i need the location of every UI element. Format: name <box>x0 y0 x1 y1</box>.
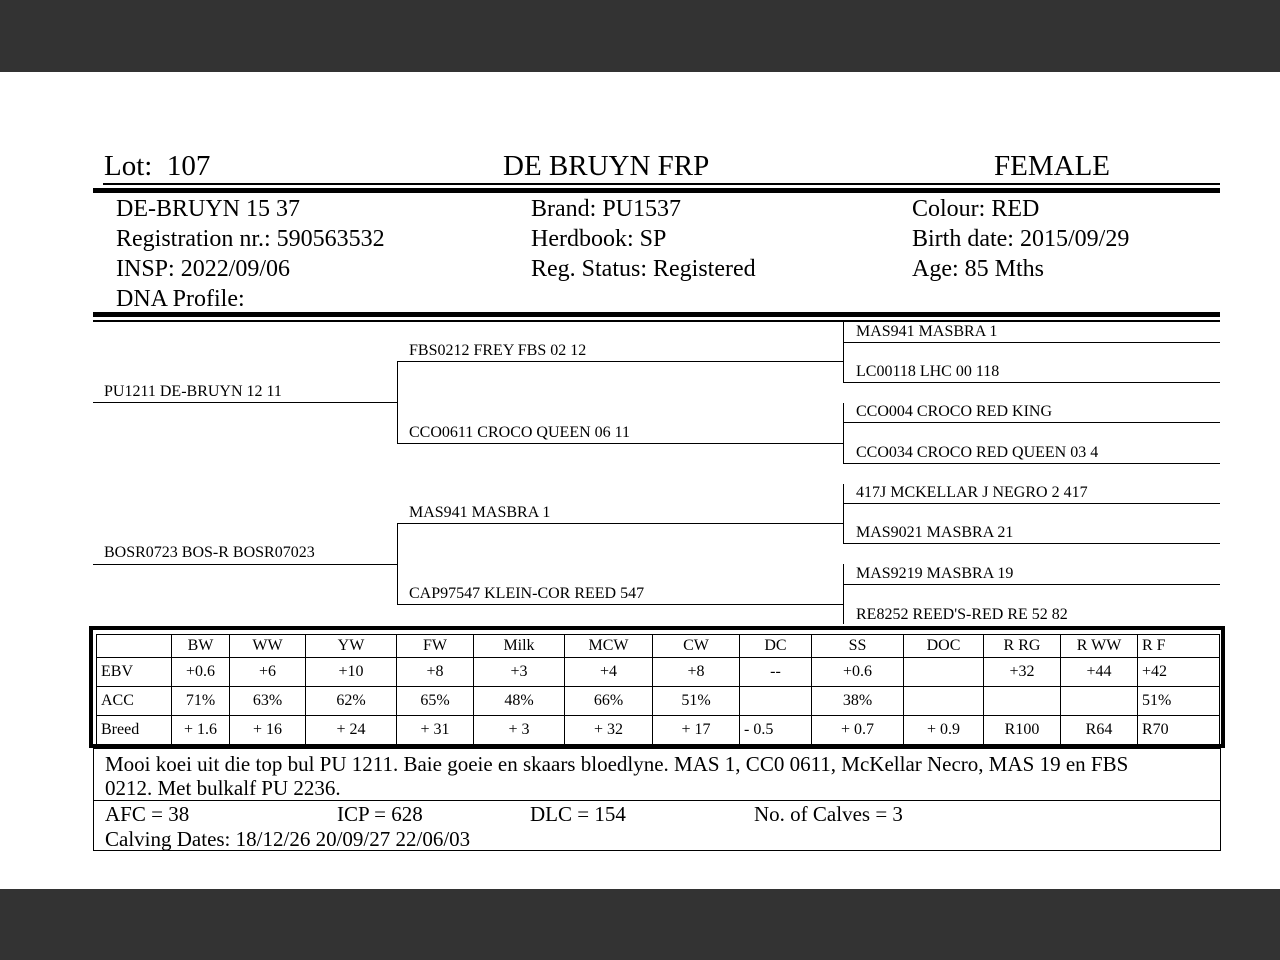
ebv-cell: R70 <box>1138 716 1220 745</box>
lot-number: 107 <box>166 150 211 182</box>
pedigree-line <box>397 361 844 362</box>
calving-dates: Calving Dates: 18/12/26 20/09/27 22/06/03 <box>105 827 471 851</box>
ebv-row-ebv <box>97 658 1220 687</box>
ebv-cell: + 32 <box>565 716 653 745</box>
ebv-cell: +6 <box>230 658 306 687</box>
colour: Colour: RED <box>912 196 1040 222</box>
ebv-cell: 71% <box>172 687 230 716</box>
ebv-cell: +0.6 <box>172 658 230 687</box>
ebv-header-cell: FW <box>397 635 474 658</box>
pedigree-line <box>843 543 1220 544</box>
pedigree-line <box>843 342 1220 343</box>
ebv-cell: -- <box>740 658 812 687</box>
ebv-header-cell: WW <box>230 635 306 658</box>
pedigree-connector <box>843 322 844 382</box>
ebv-cell: 51% <box>1138 687 1220 716</box>
pedigree-line <box>397 443 844 444</box>
pedigree-ggp: MAS9219 MASBRA 19 <box>856 565 1014 582</box>
ebv-cell: 65% <box>397 687 474 716</box>
ebv-cell: + 31 <box>397 716 474 745</box>
comment-box <box>93 748 1221 801</box>
sex-label: FEMALE <box>994 150 1110 182</box>
pedigree-line <box>397 523 844 524</box>
pedigree-connector <box>397 523 398 605</box>
ebv-header-cell: CW <box>653 635 740 658</box>
ebv-cell: +8 <box>397 658 474 687</box>
comment-line: 0212. Met bulkalf PU 2236. <box>105 776 341 800</box>
ebv-cell: 48% <box>474 687 565 716</box>
ebv-row-label: EBV <box>97 658 172 687</box>
ebv-cell <box>984 687 1061 716</box>
ebv-cell: R64 <box>1061 716 1138 745</box>
pedigree-ggp: CCO034 CROCO RED QUEEN 03 4 <box>856 444 1099 461</box>
pedigree-sire: PU1211 DE-BRUYN 12 11 <box>104 383 282 400</box>
pedigree-line <box>397 604 844 605</box>
ebv-cell: + 0.9 <box>904 716 984 745</box>
ebv-cell: 51% <box>653 687 740 716</box>
pedigree-line <box>843 503 1220 504</box>
pedigree-connector <box>843 403 844 463</box>
pedigree-line <box>843 584 1220 585</box>
pedigree-sire-sire: FBS0212 FREY FBS 02 12 <box>409 342 587 359</box>
header-rule-thin <box>103 183 1220 185</box>
ebv-cell: 63% <box>230 687 306 716</box>
ebv-cell: + 0.7 <box>812 716 904 745</box>
info-rule-thin <box>93 320 1220 322</box>
ebv-cell: + 3 <box>474 716 565 745</box>
pedigree-ggp: MAS9021 MASBRA 21 <box>856 524 1014 541</box>
pedigree-line <box>843 422 1220 423</box>
ebv-row-acc <box>97 687 1220 716</box>
ebv-cell: +10 <box>306 658 397 687</box>
ebv-cell: + 17 <box>653 716 740 745</box>
ebv-row-label: ACC <box>97 687 172 716</box>
ebv-cell: + 16 <box>230 716 306 745</box>
ebv-header-cell: R F <box>1138 635 1220 658</box>
ebv-header-cell: BW <box>172 635 230 658</box>
ebv-cell: R100 <box>984 716 1061 745</box>
lot-label <box>104 150 210 183</box>
registration-number: Registration nr.: 590563532 <box>116 226 385 252</box>
ebv-cell: +4 <box>565 658 653 687</box>
ebv-cell: +0.6 <box>812 658 904 687</box>
ebv-cell: +44 <box>1061 658 1138 687</box>
ebv-cell: +32 <box>984 658 1061 687</box>
ebv-cell: + 1.6 <box>172 716 230 745</box>
ebv-header-cell: MCW <box>565 635 653 658</box>
ebv-header-row <box>97 635 1220 658</box>
ebv-cell <box>904 658 984 687</box>
breeder-name: DE BRUYN FRP <box>503 150 710 182</box>
pedigree-dam-dam: CAP97547 KLEIN-COR REED 547 <box>409 585 645 602</box>
ebv-cell: +42 <box>1138 658 1220 687</box>
ebv-cell <box>904 687 984 716</box>
age: Age: 85 Mths <box>912 256 1044 282</box>
pedigree-connector <box>843 564 844 624</box>
brand: Brand: PU1537 <box>531 196 681 222</box>
pedigree-ggp: RE8252 REED'S-RED RE 52 82 <box>856 606 1068 623</box>
pedigree-line <box>93 564 398 565</box>
ebv-header-cell: DOC <box>904 635 984 658</box>
performance-box <box>93 800 1221 851</box>
pedigree-ggp: LC00118 LHC 00 118 <box>856 363 1000 380</box>
herdbook: Herdbook: SP <box>531 226 667 252</box>
ebv-cell: + 24 <box>306 716 397 745</box>
animal-name: DE-BRUYN 15 37 <box>116 196 300 222</box>
ebv-header-cell: R RG <box>984 635 1061 658</box>
ebv-cell <box>1061 687 1138 716</box>
pedigree-line <box>843 382 1220 383</box>
ebv-cell <box>740 687 812 716</box>
ebv-header-cell: R WW <box>1061 635 1138 658</box>
registration-status: Reg. Status: Registered <box>531 256 756 282</box>
header-rule-thick <box>93 188 1220 193</box>
afc-value: AFC = 38 <box>105 802 190 826</box>
ebv-cell: - 0.5 <box>740 716 812 745</box>
ebv-table <box>96 634 1220 745</box>
pedigree-line <box>843 463 1220 464</box>
info-rule-thick <box>93 312 1220 317</box>
bottom-letterbox-bar <box>0 889 1280 960</box>
ebv-header-cell <box>97 635 172 658</box>
pedigree-dam-sire: MAS941 MASBRA 1 <box>409 504 551 521</box>
ebv-row-breed <box>97 716 1220 745</box>
top-letterbox-bar <box>0 0 1280 72</box>
ebv-header-cell: DC <box>740 635 812 658</box>
ebv-header-cell: Milk <box>474 635 565 658</box>
ebv-cell: +8 <box>653 658 740 687</box>
ebv-cell: 62% <box>306 687 397 716</box>
pedigree-ggp: CCO004 CROCO RED KING <box>856 403 1053 420</box>
pedigree-connector <box>843 484 844 544</box>
pedigree-sire-dam: CCO0611 CROCO QUEEN 06 11 <box>409 424 631 441</box>
ebv-cell: 66% <box>565 687 653 716</box>
pedigree-ggp: MAS941 MASBRA 1 <box>856 323 998 340</box>
pedigree-connector <box>397 362 398 444</box>
pedigree-line <box>93 402 398 403</box>
ebv-row-label: Breed <box>97 716 172 745</box>
dlc-value: DLC = 154 <box>530 802 626 826</box>
ebv-header-cell: YW <box>306 635 397 658</box>
inspection-date: INSP: 2022/09/06 <box>116 256 291 282</box>
comment-line: Mooi koei uit die top bul PU 1211. Baie goeie en skaars bloedlyne. MAS 1, CC0 0611, McKellar Necro, MAS 19 en FBS <box>105 752 1129 776</box>
birth-date: Birth date: 2015/09/29 <box>912 226 1130 252</box>
ebv-cell: +3 <box>474 658 565 687</box>
icp-value: ICP = 628 <box>337 802 423 826</box>
calves-count: No. of Calves = 3 <box>754 802 903 826</box>
dna-profile: DNA Profile: <box>116 286 245 312</box>
pedigree-dam: BOSR0723 BOS-R BOSR07023 <box>104 544 315 561</box>
pedigree-ggp: 417J MCKELLAR J NEGRO 2 417 <box>856 484 1088 501</box>
ebv-header-cell: SS <box>812 635 904 658</box>
lot-label-text: Lot: <box>104 150 153 182</box>
ebv-cell: 38% <box>812 687 904 716</box>
